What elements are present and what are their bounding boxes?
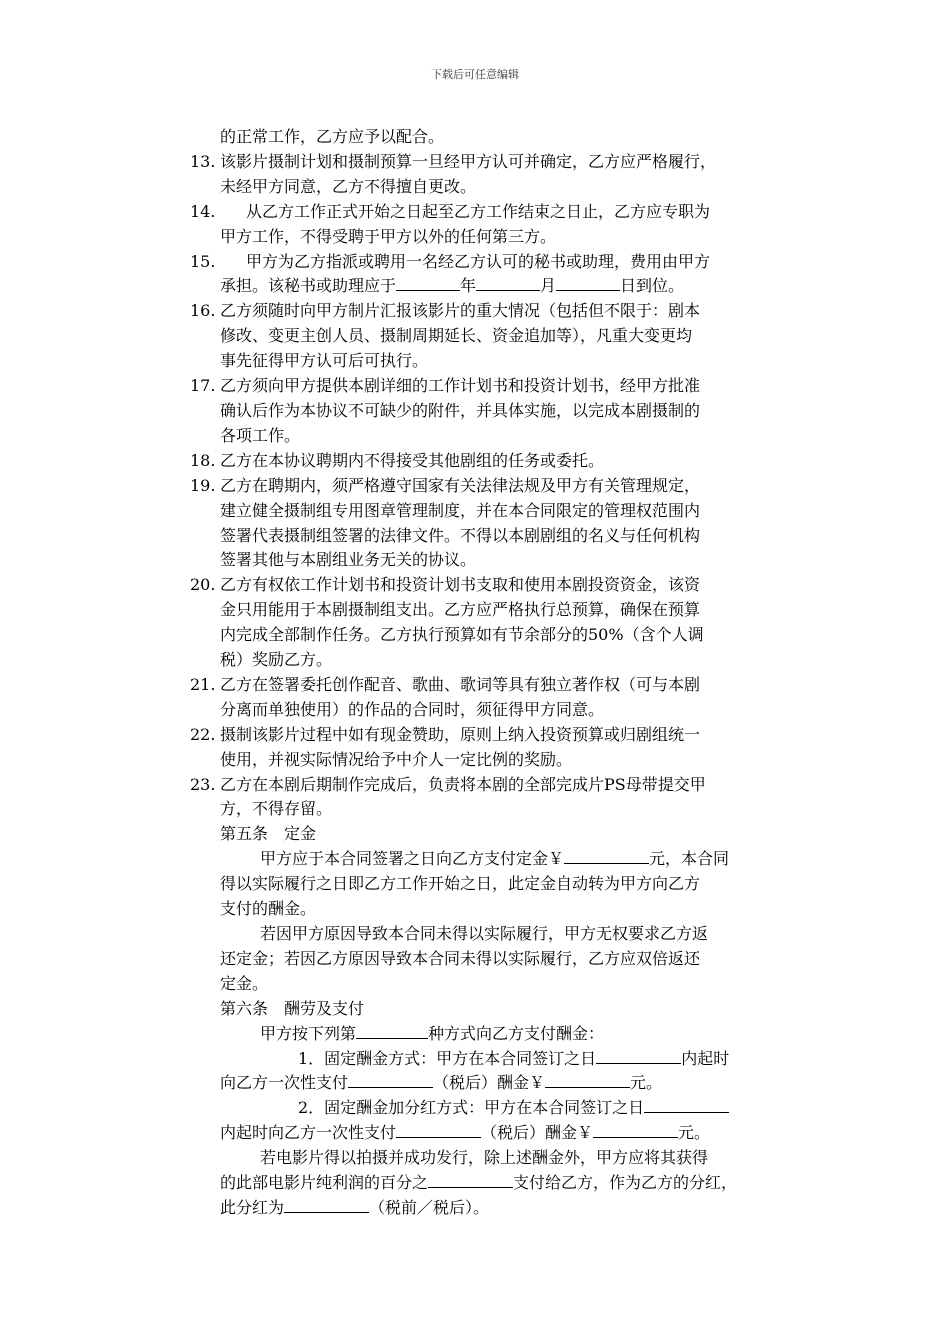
clause-15-date-line (190, 274, 810, 299)
option-2-amount-blank[interactable] (593, 1122, 678, 1138)
clause-line (190, 474, 810, 499)
clause-line (190, 225, 810, 250)
article-6-title: 第六条 酬劳及支付 (220, 998, 365, 1018)
clause-number: 13. (190, 151, 216, 171)
clause-line (190, 125, 810, 150)
clause-text: 乙方在本协议聘期内不得接受其他剧组的任务或委托。 (220, 450, 605, 470)
option-1-payment-blank[interactable] (348, 1072, 433, 1088)
clause-text: 分离而单独使用）的作品的合同时，须征得甲方同意。 (220, 699, 605, 719)
clause-line (190, 548, 810, 573)
year-blank[interactable] (396, 275, 460, 291)
clause-text: 承担。该秘书或助理应于 (220, 276, 397, 296)
clause-text: 月 (540, 276, 557, 296)
profit-tax-blank[interactable] (284, 1197, 369, 1213)
clause-text: 内完成全部制作任务。乙方执行预算如有节余部分的50%（含个人调 (220, 625, 704, 645)
clause-text: 确认后作为本协议不可缺少的附件，并具体实施，以完成本剧摄制的 (220, 400, 701, 420)
contract-body (190, 125, 810, 1221)
clause-line (190, 299, 810, 324)
clause-text: 乙方须向甲方提供本剧详细的工作计划书和投资计划书，经甲方批准 (220, 376, 701, 396)
clause-line (190, 324, 810, 349)
clause-text: 摄制该影片过程中如有现金赞助，原则上纳入投资预算或归剧组统一 (220, 724, 701, 744)
profit-percent-blank[interactable] (428, 1172, 513, 1188)
option-2-line-2: 内起时向乙方一次性支付 （税后）酬金￥ 元。 (220, 1123, 711, 1143)
clause-text: 乙方须随时向甲方制片汇报该影片的重大情况（包括但不限于：剧本 (220, 301, 701, 321)
option-1-line-1: 1．固定酬金方式：甲方在本合同签订之日 内起时 (298, 1048, 730, 1068)
clause-text: 甲方为乙方指派或聘用一名经乙方认可的秘书或助理，费用由甲方 (246, 251, 711, 271)
clause-line (190, 748, 810, 773)
clause-list (190, 125, 810, 822)
clause-line (190, 399, 810, 424)
clause-text: 修改、变更主创人员、摄制周期延长、资金追加等），凡重大变更均 (220, 326, 693, 346)
clause-text: 乙方有权依工作计划书和投资计划书支取和使用本剧投资资金，该资 (220, 575, 701, 595)
clause-number: 20. (190, 575, 216, 595)
clause-line (190, 424, 810, 449)
clause-line (190, 150, 810, 175)
clause-line (190, 374, 810, 399)
clause-text: 使用，并视实际情况给予中介人一定比例的奖励。 (220, 749, 573, 769)
clause-text: 年 (460, 276, 477, 296)
clause-line (190, 499, 810, 524)
clause-text: 事先征得甲方认可后可执行。 (220, 351, 429, 371)
clause-line (190, 723, 810, 748)
clause-number: 17. (190, 376, 216, 396)
clause-number: 15. (190, 251, 216, 271)
article-5 (190, 822, 810, 996)
profit-share-line-1: 若电影片得以拍摄并成功发行，除上述酬金外，甲方应将其获得 (260, 1148, 709, 1168)
clause-text: 各项工作。 (220, 425, 301, 445)
month-blank[interactable] (476, 275, 540, 291)
clause-line (190, 449, 810, 474)
clause-text: 甲方工作，不得受聘于甲方以外的任何第三方。 (220, 226, 557, 246)
clause-line (190, 797, 810, 822)
clause-text: 从乙方工作正式开始之日起至乙方工作结束之日止，乙方应专职为 (246, 201, 711, 221)
day-blank[interactable] (556, 275, 620, 291)
option-2-payment-blank[interactable] (396, 1122, 481, 1138)
option-2-line-1: 2．固定酬金加分红方式：甲方在本合同签订之日 (190, 1096, 810, 1121)
payment-method-blank[interactable] (356, 1023, 428, 1039)
option-1-line-2: 向乙方一次性支付 （税后）酬金￥ 元。 (220, 1073, 663, 1093)
clause-number: 19. (190, 475, 216, 495)
clause-line (190, 598, 810, 623)
deposit-line-2: 得以实际履行之日即乙方工作开始之日，此定金自动转为甲方向乙方 (220, 874, 701, 894)
deposit-line-3: 支付的酬金。 (220, 899, 317, 919)
article-5-title: 第五条 定金 (220, 824, 317, 844)
clause-text: 方，不得存留。 (220, 799, 333, 819)
clause-text: 建立健全摄制组专用图章管理制度，并在本合同限定的管理权范围内 (220, 500, 701, 520)
clause-number: 18. (190, 450, 216, 470)
clause-number: 16. (190, 301, 216, 321)
clause-text: 未经甲方同意，乙方不得擅自更改。 (220, 176, 477, 196)
clause-line (190, 673, 810, 698)
clause-line (190, 200, 810, 225)
clause-number: 22. (190, 724, 216, 744)
clause-number: 23. (190, 774, 216, 794)
clause-text: 乙方在签署委托创作配音、歌曲、歌词等具有独立著作权（可与本剧 (220, 674, 701, 694)
profit-share-line-3: 此分红为 （税前／税后）。 (220, 1197, 490, 1217)
clause-number: 21. (190, 674, 216, 694)
clause-text: 税）奖励乙方。 (220, 650, 333, 670)
clause-line (190, 250, 810, 275)
payment-method-line: 甲方按下列第 种方式向乙方支付酬金： (260, 1023, 605, 1043)
clause-text: 金只用能用于本剧摄制组支出。乙方应严格执行总预算，确保在预算 (220, 600, 701, 620)
clause-text: 该影片摄制计划和摄制预算一旦经甲方认可并确定，乙方应严格履行， (220, 151, 717, 171)
clause-text: 签署其他与本剧组业务无关的协议。 (220, 550, 477, 570)
clause-line (190, 175, 810, 200)
clause-line (190, 524, 810, 549)
deposit-refund-line-1: 若因甲方原因导致本合同未得以实际履行，甲方无权要求乙方返 (260, 924, 709, 943)
deposit-line-1: 甲方应于本合同签署之日向乙方支付定金￥ 元，本合同 (260, 849, 730, 869)
clause-text: 的正常工作，乙方应予以配合。 (220, 127, 445, 146)
option-1-amount-blank[interactable] (545, 1072, 630, 1088)
profit-share-line-2: 的此部电影片纯利润的百分之 支付给乙方，作为乙方的分红， (220, 1173, 738, 1193)
deposit-refund-line-2: 还定金；若因乙方原因导致本合同未得以实际履行，乙方应双倍返还 (220, 948, 701, 968)
clause-text: 乙方在聘期内，须严格遵守国家有关法律法规及甲方有关管理规定， (220, 475, 701, 495)
clause-line (190, 773, 810, 798)
deposit-refund-line-3: 定金。 (220, 973, 269, 993)
page-header: 下载后可任意编辑 (431, 68, 519, 81)
clause-line (190, 648, 810, 673)
clause-line (190, 573, 810, 598)
deposit-amount-blank[interactable] (564, 848, 649, 864)
option-1-days-blank[interactable] (596, 1048, 681, 1064)
option-2-days-blank[interactable] (644, 1097, 729, 1113)
clause-line (190, 698, 810, 723)
clause-text: 日到位。 (620, 276, 685, 296)
clause-text: 乙方在本剧后期制作完成后，负责将本剧的全部完成片PS母带提交甲 (220, 774, 706, 794)
clause-text: 签署代表摄制组签署的法律文件。不得以本剧剧组的名义与任何机构 (220, 525, 701, 545)
article-6 (190, 997, 810, 1221)
clause-line (190, 349, 810, 374)
clause-line (190, 623, 810, 648)
clause-number: 14. (190, 201, 216, 221)
